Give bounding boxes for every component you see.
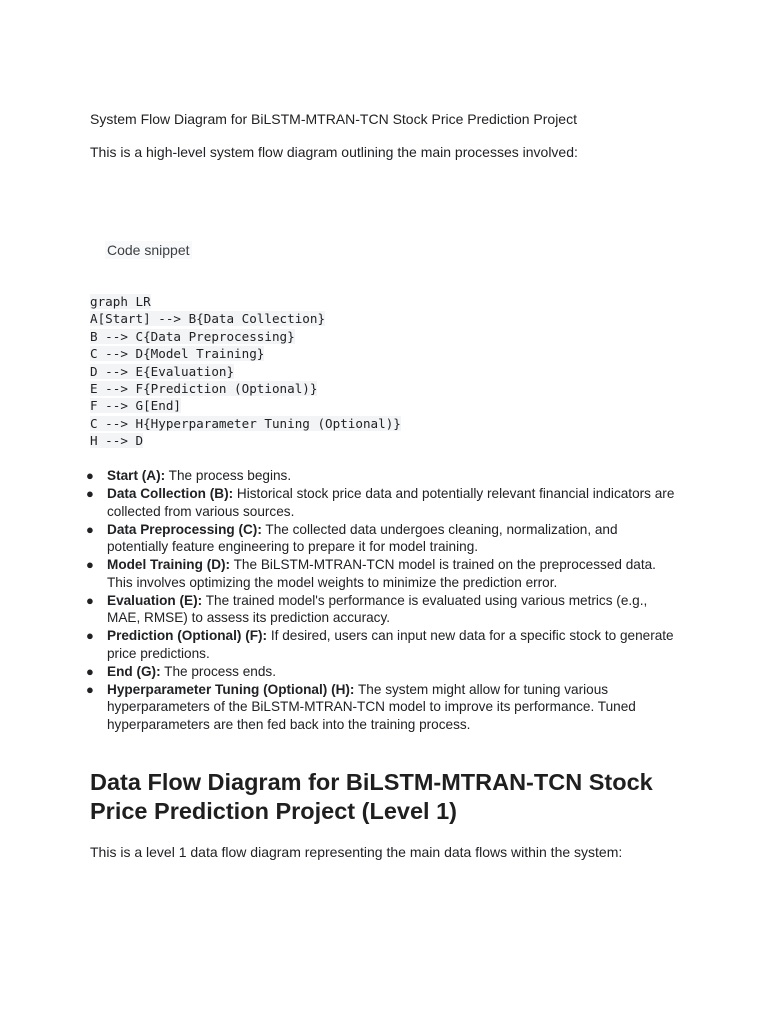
process-bullet-item xyxy=(0,681,677,734)
bullet-term: End (G): xyxy=(107,663,161,679)
bullet-dot-icon: ● xyxy=(86,663,94,679)
process-bullet-item xyxy=(0,627,677,662)
code-line-text: F --> G[End] xyxy=(90,398,181,414)
bullet-dot-icon: ● xyxy=(86,628,94,643)
code-line xyxy=(90,293,401,310)
bullet-description: The process begins. xyxy=(165,468,292,483)
process-bullet-item xyxy=(0,592,677,627)
bullet-term: Model Training (D): xyxy=(107,557,231,572)
bullet-description: The collected data undergoes cleaning, normalization, and potentially feature engineering to prepare it for model training. xyxy=(107,521,618,554)
bullet-term: Evaluation (E): xyxy=(107,592,203,608)
bullet-dot-icon: ● xyxy=(86,521,94,537)
code-line xyxy=(90,363,401,380)
bullet-term: Data Collection (B): xyxy=(107,486,234,501)
section-heading: Data Flow Diagram for BiLSTM-MTRAN-TCN Stock Price Prediction Project (Level 1) xyxy=(90,769,653,824)
code-block xyxy=(90,293,401,450)
code-line xyxy=(90,345,401,362)
bullet-term: Hyperparameter Tuning (Optional) (H): xyxy=(107,681,355,697)
process-bullet-item xyxy=(0,485,677,520)
bullet-description: The trained model's performance is evaluated using various metrics (e.g., MAE, RMSE) to assess its prediction accuracy. xyxy=(107,592,648,625)
code-line-text: D --> E{Evaluation} xyxy=(90,363,235,379)
bullet-description: Historical stock price data and potentially relevant financial indicators are collected from various sources. xyxy=(107,486,675,519)
bullet-dot-icon: ● xyxy=(86,486,94,501)
code-line-text: C --> H{Hyperparameter Tuning (Optional)} xyxy=(90,415,401,431)
bullet-dot-icon: ● xyxy=(86,681,94,697)
code-line xyxy=(90,415,401,432)
process-bullet-item xyxy=(0,467,677,485)
bullet-description: The BiLSTM-MTRAN-TCN model is trained on the preprocessed data. This involves optimizing the model weights to minimize the prediction error. xyxy=(107,557,656,590)
code-line-text: C --> D{Model Training} xyxy=(90,346,265,362)
code-line xyxy=(90,432,401,449)
code-line-text: E --> F{Prediction (Optional)} xyxy=(90,381,318,397)
bullet-dot-icon: ● xyxy=(86,592,94,608)
document-title: System Flow Diagram for BiLSTM-MTRAN-TCN Stock Price Prediction Project xyxy=(90,111,577,127)
process-bullet-item xyxy=(0,556,677,591)
bullet-dot-icon: ● xyxy=(86,557,94,572)
code-line xyxy=(90,328,401,345)
code-line xyxy=(90,310,401,327)
bullet-description: The system might allow for tuning various hyperparameters of the BiLSTM-MTRAN-TCN model to improve its performance. Tuned hyperparameters are then fed back into the training process. xyxy=(107,681,636,732)
bullet-dot-icon: ● xyxy=(86,468,94,483)
code-line xyxy=(90,397,401,414)
code-line-text: H --> D xyxy=(90,433,144,449)
bullet-term: Prediction (Optional) (F): xyxy=(107,628,268,643)
intro-paragraph: This is a high-level system flow diagram outlining the main processes involved: xyxy=(90,144,578,160)
code-line xyxy=(90,380,401,397)
bullet-term: Start (A): xyxy=(107,468,166,483)
process-bullet-list xyxy=(0,467,768,734)
code-line-text: A[Start] --> B{Data Collection} xyxy=(90,311,326,327)
code-line-text: B --> C{Data Preprocessing} xyxy=(90,328,295,344)
bullet-description: The process ends. xyxy=(160,663,276,679)
bullet-description: If desired, users can input new data for a specific stock to generate price predictions. xyxy=(107,628,674,661)
code-line-text: graph LR xyxy=(90,294,151,309)
code-snippet-label: Code snippet xyxy=(107,242,190,258)
bullet-term: Data Preprocessing (C): xyxy=(107,521,262,537)
process-bullet-item xyxy=(0,521,677,556)
process-bullet-item xyxy=(0,663,677,681)
section-intro-paragraph: This is a level 1 data flow diagram representing the main data flows within the system: xyxy=(90,844,623,860)
